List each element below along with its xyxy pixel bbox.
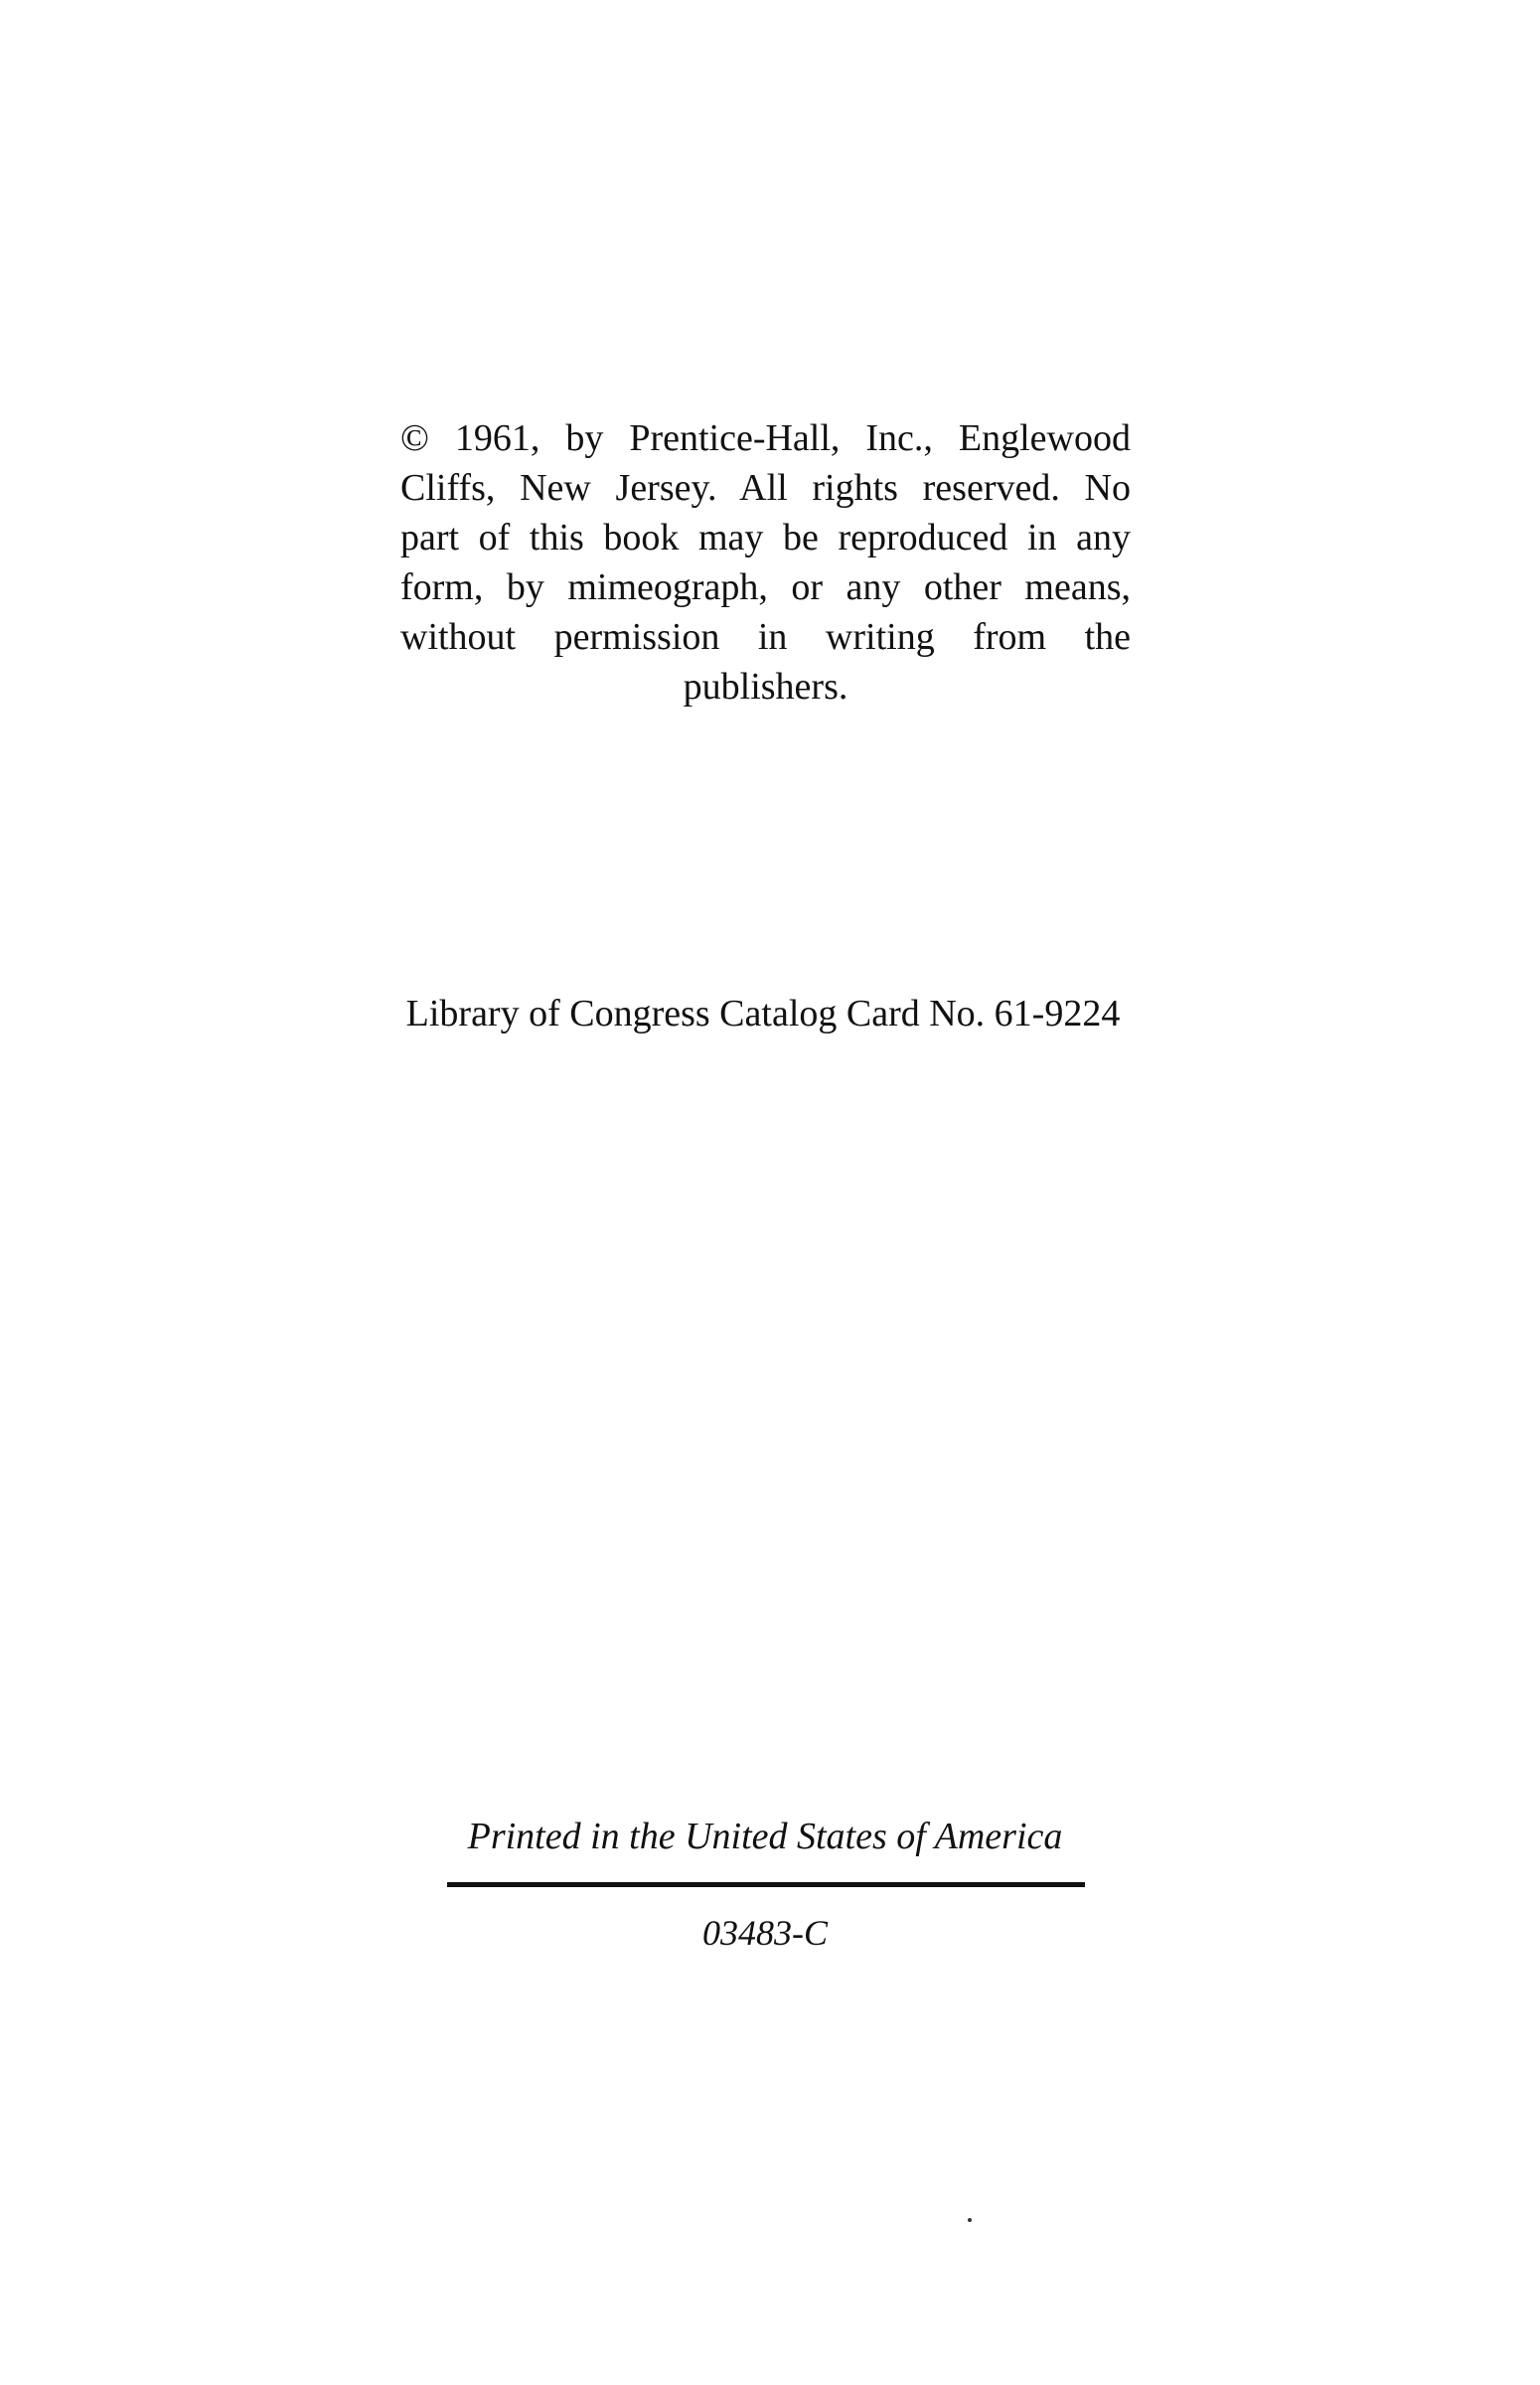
horizontal-rule	[447, 1882, 1085, 1887]
print-speck	[968, 2218, 972, 2222]
copyright-line: part of this book may be reproduced in any	[400, 517, 1131, 558]
book-code: 03483-C	[702, 1913, 828, 1953]
copyright-line: publishers.	[683, 666, 848, 708]
copyright-line: © 1961, by Prentice-Hall, Inc., Englewood	[400, 417, 1131, 459]
library-catalog-number: Library of Congress Catalog Card No. 61-9224	[405, 993, 1121, 1034]
copyright-line: Cliffs, New Jersey. All rights reserved. No	[400, 467, 1131, 509]
printed-in-statement: Printed in the United States of America	[467, 1816, 1063, 1857]
copyright-line: form, by mimeograph, or any other means,	[400, 566, 1131, 608]
copyright-line: without permission in writing from the	[400, 616, 1131, 658]
copyright-notice	[400, 413, 1131, 712]
